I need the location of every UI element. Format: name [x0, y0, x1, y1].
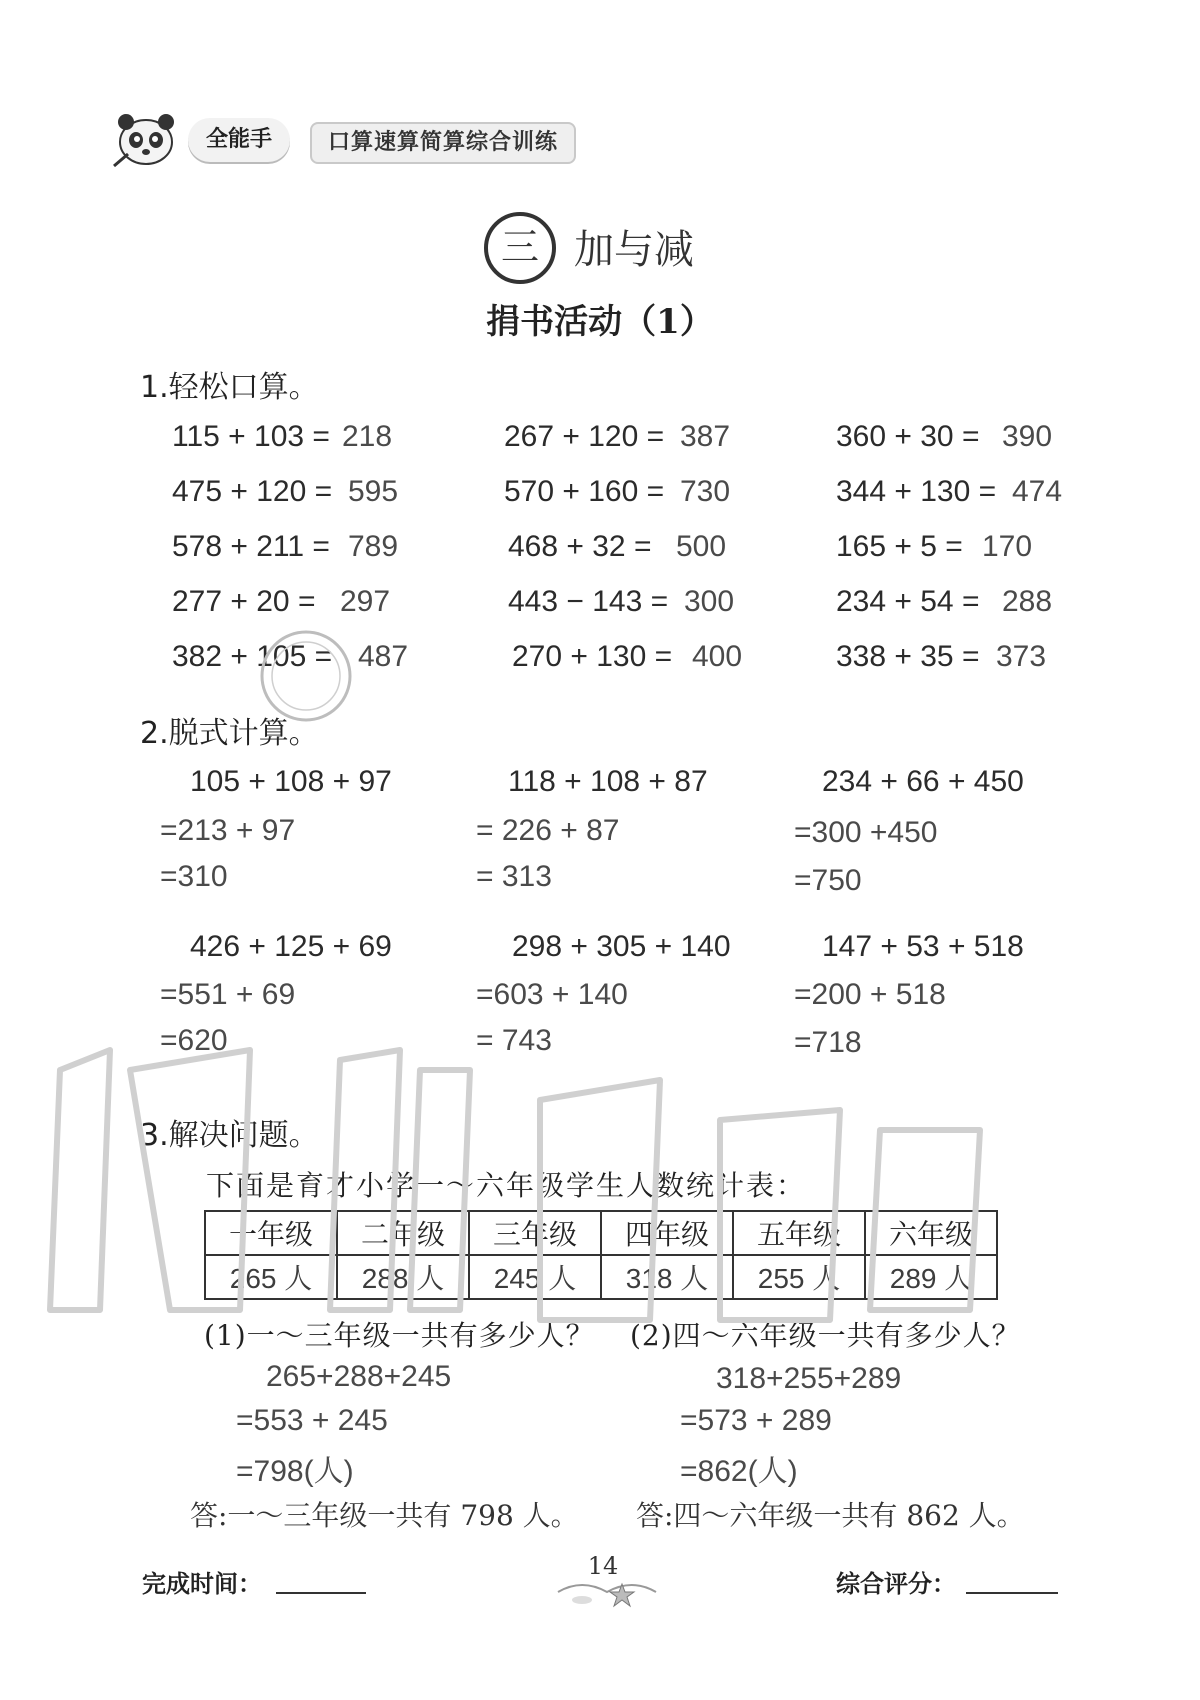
table-cell: 255 人 [733, 1255, 865, 1299]
oral-answer: 390 [1002, 420, 1053, 453]
oral-question: 360 + 30 = [836, 420, 980, 453]
calc-step: =200 + 518 [794, 978, 946, 1011]
q2-work-line: 318+255+289 [716, 1362, 902, 1395]
table-header-cell: 三年级 [469, 1211, 601, 1255]
q2-work-line: =862(人) [680, 1455, 798, 1488]
table-header-cell: 六年级 [865, 1211, 997, 1255]
q1-work-line: 265+288+245 [266, 1360, 452, 1393]
oral-question: 468 + 32 = [508, 530, 652, 563]
table-header-cell: 二年级 [337, 1211, 469, 1255]
table-header-cell: 四年级 [601, 1211, 733, 1255]
table-row [205, 1255, 997, 1299]
oral-question: 270 + 130 = [512, 640, 673, 673]
table-cell: 288 人 [337, 1255, 469, 1299]
student-count-table [204, 1210, 998, 1300]
calc-expression: 105 + 108 + 97 [190, 765, 392, 798]
calc-step: = 313 [476, 860, 552, 893]
series-title: 口算速算简算综合训练 [310, 122, 576, 164]
oral-answer: 730 [680, 475, 731, 508]
table-header-cell: 五年级 [733, 1211, 865, 1255]
calc-expression: 147 + 53 + 518 [822, 930, 1024, 963]
q2-work-line: =573 + 289 [680, 1404, 832, 1437]
question-1: (1)一～三年级一共有多少人？ [204, 1319, 595, 1352]
oral-question: 267 + 120 = [504, 420, 665, 453]
oral-question: 338 + 35 = [836, 640, 980, 673]
oral-answer: 373 [996, 640, 1047, 673]
oral-question: 475 + 120 = [172, 475, 333, 508]
calc-expression: 118 + 108 + 87 [508, 765, 708, 798]
calc-step: =310 [160, 860, 228, 893]
calc-expression: 298 + 305 + 140 [512, 930, 731, 963]
q1-answer: 答:一～三年级一共有 798 人。 [190, 1499, 579, 1532]
calc-step: =718 [794, 1026, 862, 1059]
oral-answer: 218 [342, 420, 393, 453]
completion-time-blank[interactable] [276, 1592, 366, 1594]
question-2: (2)四～六年级一共有多少人？ [630, 1319, 1021, 1352]
chapter-title: 加与减 [574, 227, 694, 273]
section-3-title: 3.解决问题。 [140, 1118, 319, 1153]
oral-answer: 387 [680, 420, 731, 453]
completion-time-label: 完成时间： [142, 1570, 262, 1598]
oral-question: 234 + 54 = [836, 585, 980, 618]
brand-name: 全能手 [188, 118, 290, 162]
oral-question: 277 + 20 = [172, 585, 316, 618]
table-intro: 下面是育才小学一～六年级学生人数统计表： [206, 1169, 807, 1202]
section-2-title: 2.脱式计算。 [140, 716, 319, 751]
oral-answer: 500 [676, 530, 727, 563]
calc-step: =750 [794, 864, 862, 897]
lesson-title: 捐书活动（1） [486, 302, 714, 342]
q2-answer: 答:四～六年级一共有 862 人。 [636, 1499, 1025, 1532]
oral-answer: 297 [340, 585, 391, 618]
oral-answer: 300 [684, 585, 735, 618]
calc-step: =300 +450 [794, 816, 938, 849]
oral-answer: 595 [348, 475, 399, 508]
calc-step: = 743 [476, 1024, 552, 1057]
oral-question: 570 + 160 = [504, 475, 665, 508]
oral-answer: 487 [358, 640, 409, 673]
table-cell: 265 人 [205, 1255, 337, 1299]
table-cell: 245 人 [469, 1255, 601, 1299]
oral-answer: 170 [982, 530, 1033, 563]
oral-answer: 288 [1002, 585, 1053, 618]
table-header-row [205, 1211, 997, 1255]
oral-answer: 789 [348, 530, 399, 563]
q1-work-line: =553 + 245 [236, 1404, 388, 1437]
oral-question: 443 − 143 = [508, 585, 669, 618]
overall-score-blank[interactable] [966, 1592, 1058, 1594]
star-ornament-icon [552, 1574, 662, 1610]
oral-question: 382 + 105 = [172, 640, 333, 673]
calc-step: =620 [160, 1024, 228, 1057]
calc-step: =213 + 97 [160, 814, 296, 847]
calc-expression: 234 + 66 + 450 [822, 765, 1024, 798]
calc-step: =551 + 69 [160, 978, 296, 1011]
oral-question: 165 + 5 = [836, 530, 963, 563]
oral-answer: 474 [1012, 475, 1063, 508]
calc-step: =603 + 140 [476, 978, 628, 1011]
chapter-number-badge: 三 [484, 212, 556, 284]
oral-question: 115 + 103 = [172, 420, 330, 453]
overall-score-label: 综合评分： [836, 1570, 956, 1598]
calc-expression: 426 + 125 + 69 [190, 930, 392, 963]
panda-mascot-logo [112, 108, 180, 168]
oral-question: 578 + 211 = [172, 530, 330, 563]
table-cell: 318 人 [601, 1255, 733, 1299]
q1-work-line: =798(人) [236, 1455, 354, 1488]
table-cell: 289 人 [865, 1255, 997, 1299]
oral-answer: 400 [692, 640, 743, 673]
page-number: 14 [587, 1552, 619, 1580]
oral-question: 344 + 130 = [836, 475, 997, 508]
section-1-title: 1.轻松口算。 [140, 370, 319, 405]
table-header-cell: 一年级 [205, 1211, 337, 1255]
calc-step: = 226 + 87 [476, 814, 620, 847]
